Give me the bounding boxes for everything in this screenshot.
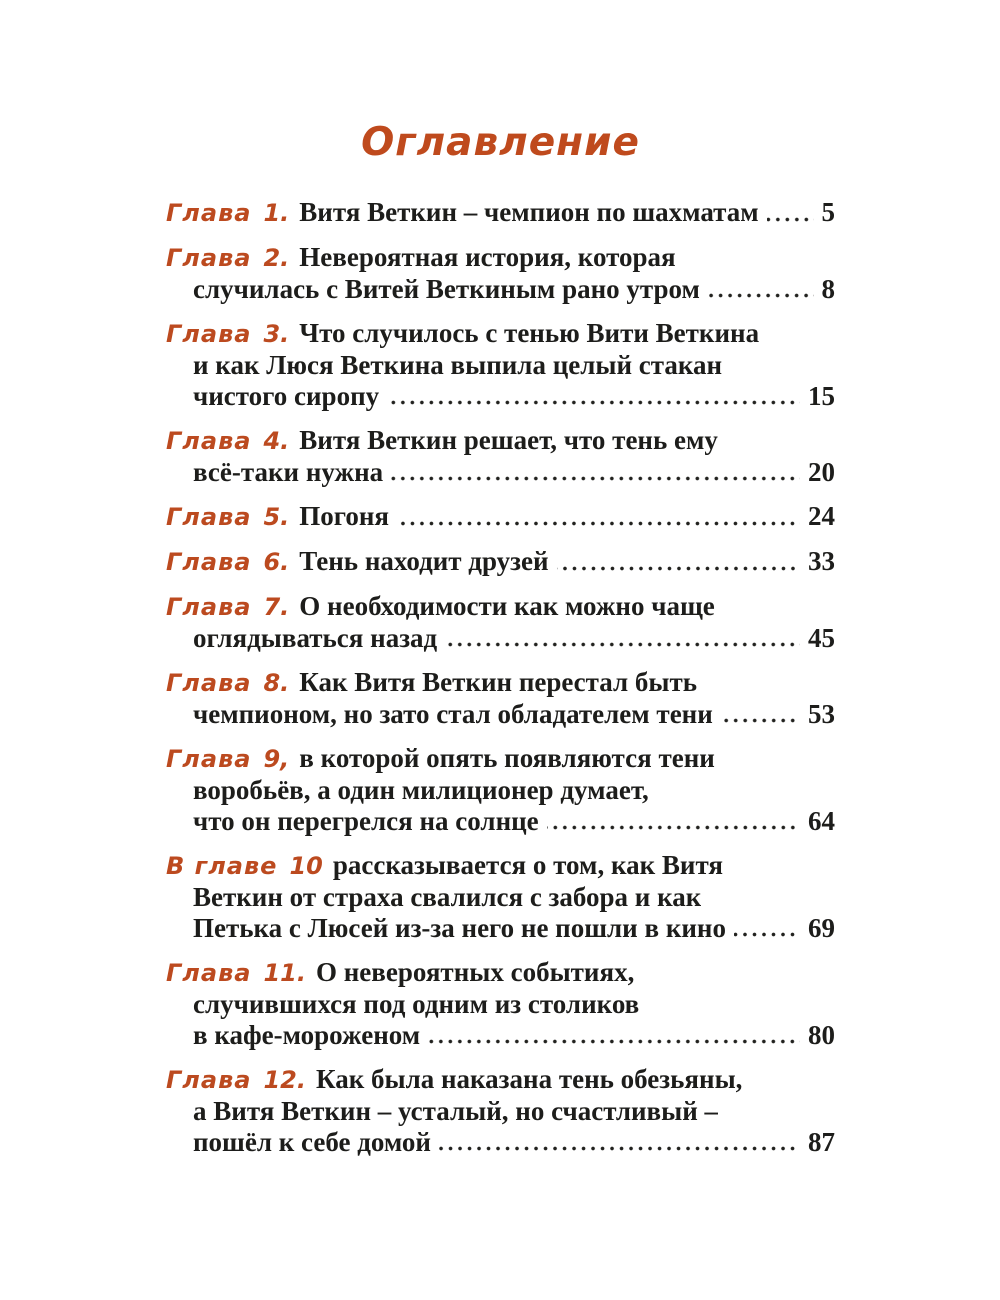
page-number: 69 [808, 912, 835, 943]
toc-entry [166, 197, 835, 229]
chapter-number: 11. [263, 958, 306, 987]
chapter-title-text: случилась с Витей Веткиным рано утром [193, 273, 700, 304]
dotted-leader [767, 217, 814, 222]
toc-entry-line [166, 274, 835, 305]
chapter-title-text: всё-таки нужна [193, 456, 384, 487]
chapter-number: 5. [263, 502, 290, 531]
toc-entry-line [166, 1064, 835, 1096]
chapter-title-text: Как была наказана тень обезьяны, [315, 1063, 743, 1094]
toc-entry-line [166, 1096, 835, 1127]
chapter-title-text: Невероятная история, которая [299, 241, 676, 272]
dotted-leader [397, 521, 800, 526]
chapter-label: Глава [166, 243, 252, 272]
page-number: 8 [821, 273, 835, 304]
toc-entry-line [166, 667, 835, 699]
toc-entry [166, 425, 835, 488]
chapter-title-text: пошёл к себе домой [193, 1126, 431, 1157]
toc-entry [166, 850, 835, 944]
chapter-title-text: чемпионом, но зато стал обладателем тени [193, 698, 713, 729]
toc-entry [166, 957, 835, 1051]
toc-entry-line [166, 350, 835, 381]
chapter-number: 1. [263, 198, 290, 227]
toc-entry [166, 501, 835, 533]
chapter-title-text: О невероятных событиях, [315, 956, 635, 987]
table-of-contents [166, 197, 835, 1158]
toc-entry-line [166, 242, 835, 274]
chapter-number: 9, [263, 744, 290, 773]
chapter-label: Глава [166, 744, 252, 773]
toc-entry-line [166, 989, 835, 1020]
toc-entry-line [166, 591, 835, 623]
page-number: 87 [808, 1126, 835, 1157]
chapter-number: 10 [289, 851, 323, 880]
toc-entry-line [166, 913, 835, 944]
chapter-label: В главе [166, 851, 278, 880]
toc-entry-line [166, 457, 835, 488]
chapter-title-text: Витя Веткин – чемпион по шахматам [299, 196, 759, 227]
toc-entry [166, 591, 835, 654]
dotted-leader [445, 642, 800, 647]
chapter-title-text: Как Витя Веткин перестал быть [299, 666, 698, 697]
toc-entry-line [166, 501, 835, 533]
page-number: 64 [808, 805, 835, 836]
chapter-label: Глава [166, 668, 252, 697]
chapter-title-text: Что случилось с тенью Вити Веткина [299, 317, 760, 348]
chapter-number: 6. [263, 547, 290, 576]
toc-entry [166, 318, 835, 412]
chapter-number: 3. [263, 319, 290, 348]
chapter-title-text: Погоня [299, 500, 390, 531]
toc-entry-line [166, 623, 835, 654]
page-number: 24 [808, 500, 835, 531]
page-title: Оглавление [361, 120, 640, 165]
toc-entry [166, 743, 835, 837]
toc-entry-line [166, 699, 835, 730]
toc-entry-line [166, 546, 835, 578]
toc-entry-line [166, 381, 835, 412]
toc-entry-line [166, 850, 835, 882]
chapter-label: Глава [166, 1065, 252, 1094]
chapter-label: Глава [166, 426, 252, 455]
toc-entry-line [166, 425, 835, 457]
chapter-title-text: Витя Веткин решает, что тень ему [299, 424, 718, 455]
dotted-leader [734, 932, 800, 937]
chapter-title-text: воробьёв, а один милиционер думает, [193, 774, 649, 805]
chapter-label: Глава [166, 198, 252, 227]
page-number: 80 [808, 1019, 835, 1050]
dotted-leader [439, 1146, 800, 1151]
toc-entry-line [166, 318, 835, 350]
chapter-title-text: а Витя Веткин – усталый, но счастливый – [193, 1095, 718, 1126]
page-number: 53 [808, 698, 835, 729]
toc-entry-line [166, 197, 835, 229]
chapter-title-text: Веткин от страха свалился с забора и как [193, 881, 702, 912]
dotted-leader [391, 476, 800, 481]
toc-entry-line [166, 957, 835, 989]
dotted-leader [428, 1039, 800, 1044]
chapter-title-text: Тень находит друзей [299, 545, 549, 576]
toc-entry-line [166, 775, 835, 806]
chapter-title-text: рассказывается о том, как Витя [332, 849, 723, 880]
chapter-label: Глава [166, 502, 252, 531]
chapter-title-text: оглядываться назад [193, 622, 438, 653]
page-number: 45 [808, 622, 835, 653]
toc-entry-line [166, 743, 835, 775]
chapter-number: 7. [263, 592, 290, 621]
chapter-title-text: в которой опять появляются тени [299, 742, 715, 773]
chapter-number: 8. [263, 668, 290, 697]
page-number: 20 [808, 456, 835, 487]
toc-entry [166, 1064, 835, 1158]
chapter-label: Глава [166, 592, 252, 621]
chapter-title-text: в кафе-мороженом [193, 1019, 421, 1050]
chapter-title-text: и как Люся Веткина выпила целый стакан [193, 349, 723, 380]
dotted-leader [387, 400, 800, 405]
chapter-number: 2. [263, 243, 290, 272]
chapter-label: Глава [166, 547, 252, 576]
toc-entry-line [166, 882, 835, 913]
dotted-leader [547, 825, 800, 830]
chapter-label: Глава [166, 958, 252, 987]
toc-entry-line [166, 806, 835, 837]
page-number: 33 [808, 545, 835, 576]
chapter-title-text: Петька с Люсей из-за него не пошли в кино [193, 912, 726, 943]
toc-entry [166, 242, 835, 305]
page-number: 5 [821, 196, 835, 227]
chapter-title-text: чистого сиропу [193, 380, 380, 411]
chapter-label: Глава [166, 319, 252, 348]
chapter-number: 4. [263, 426, 290, 455]
page-number: 15 [808, 380, 835, 411]
dotted-leader [557, 566, 800, 571]
chapter-title-text: случившихся под одним из столиков [193, 988, 640, 1019]
toc-entry [166, 546, 835, 578]
chapter-title-text: что он перегрелся на солнце [193, 805, 539, 836]
toc-entry [166, 667, 835, 730]
toc-entry-line [166, 1020, 835, 1051]
dotted-leader [721, 718, 800, 723]
chapter-number: 12. [263, 1065, 306, 1094]
toc-entry-line [166, 1127, 835, 1158]
dotted-leader [708, 293, 814, 298]
chapter-title-text: О необходимости как можно чаще [299, 590, 715, 621]
